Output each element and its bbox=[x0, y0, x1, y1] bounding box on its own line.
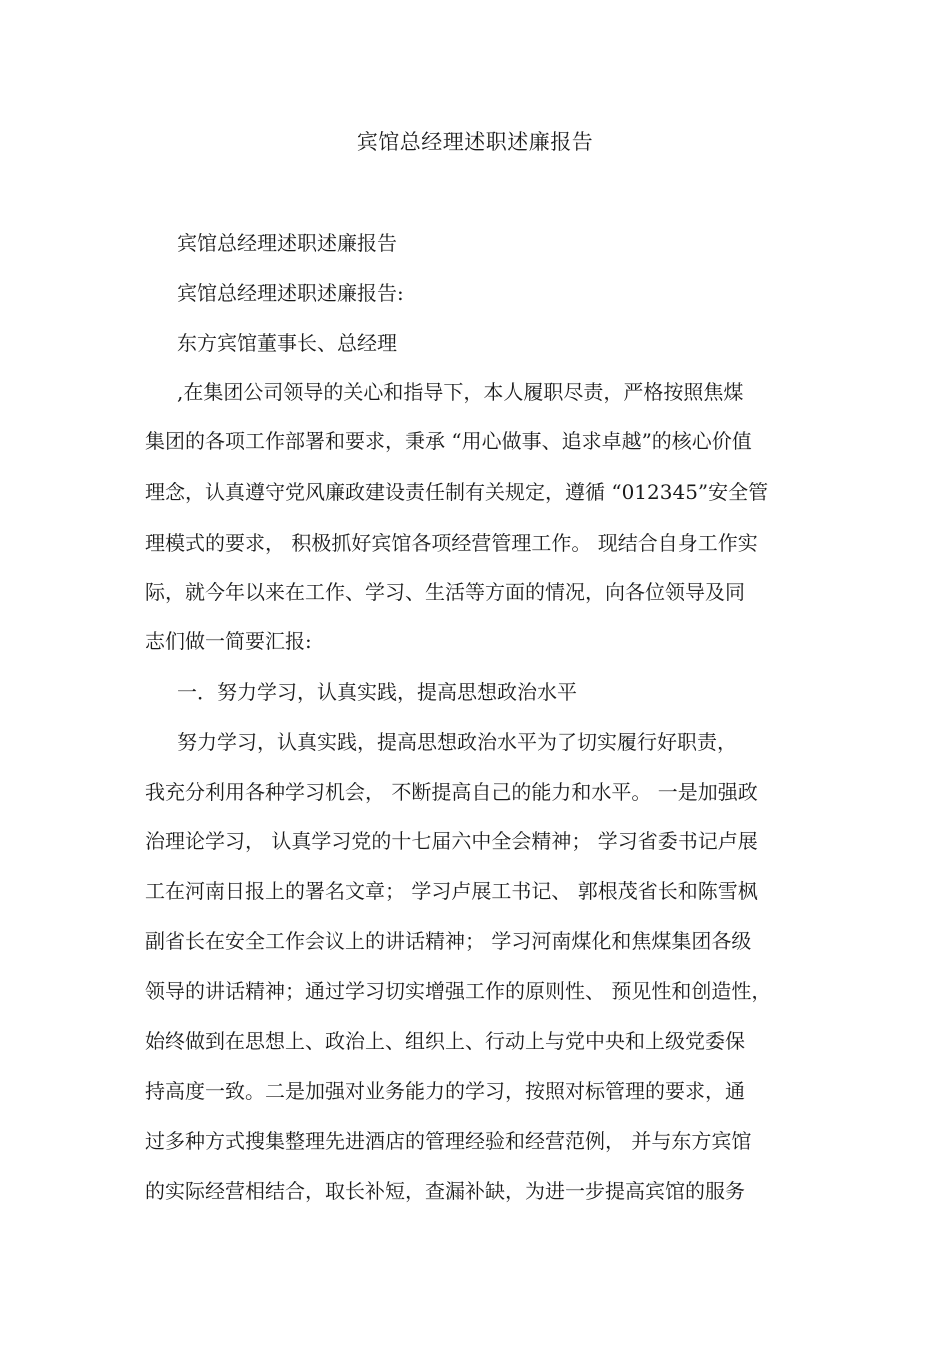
paragraph-line: 志们做一简要汇报: bbox=[145, 629, 312, 653]
paragraph-line: 持高度一致。二是加强对业务能力的学习，按照对标管理的要求，通 bbox=[145, 1079, 745, 1103]
paragraph-line: 集团的各项工作部署和要求，秉承 “用心做事、追求卓越”的核心价值 bbox=[145, 429, 752, 453]
paragraph-line: 宾馆总经理述职述廉报告: bbox=[177, 281, 404, 305]
document-title: 宾馆总经理述职述廉报告 bbox=[356, 130, 594, 154]
paragraph-line: 过多种方式搜集整理先进酒店的管理经验和经营范例， 并与东方宾馆 bbox=[145, 1129, 752, 1153]
paragraph-line: 的实际经营相结合，取长补短，查漏补缺，为进一步提高宾馆的服务 bbox=[145, 1179, 745, 1203]
paragraph-line: 努力学习，认真实践，提高思想政治水平为了切实履行好职责， bbox=[177, 730, 737, 754]
paragraph-line: ,在集团公司领导的关心和指导下，本人履职尽责，严格按照焦煤 bbox=[177, 380, 744, 404]
paragraph-line: 始终做到在思想上、政治上、组织上、行动上与党中央和上级党委保 bbox=[145, 1029, 745, 1053]
paragraph-line: 理模式的要求， 积极抓好宾馆各项经营管理工作。 现结合自身工作实 bbox=[145, 531, 758, 555]
paragraph-line: 理念，认真遵守党风廉政建设责任制有关规定，遵循 “012345”安全管 bbox=[145, 480, 769, 504]
paragraph-line: 副省长在安全工作会议上的讲话精神； 学习河南煤化和焦煤集团各级 bbox=[145, 929, 752, 953]
paragraph-line: 治理论学习， 认真学习党的十七届六中全会精神； 学习省委书记卢展 bbox=[145, 829, 758, 853]
section-heading: 一．努力学习，认真实践，提高思想政治水平 bbox=[177, 680, 577, 704]
paragraph-line: 领导的讲话精神；通过学习切实增强工作的原则性、 预见性和创造性， bbox=[145, 979, 772, 1003]
paragraph-line: 东方宾馆董事长、总经理 bbox=[177, 331, 397, 355]
paragraph-line: 我充分利用各种学习机会， 不断提高自己的能力和水平。 一是加强政 bbox=[145, 780, 758, 804]
paragraph-line: 际，就今年以来在工作、学习、生活等方面的情况，向各位领导及同 bbox=[145, 580, 745, 604]
paragraph-line: 工在河南日报上的署名文章； 学习卢展工书记、 郭根茂省长和陈雪枫 bbox=[145, 879, 758, 903]
paragraph-line: 宾馆总经理述职述廉报告 bbox=[177, 231, 397, 255]
